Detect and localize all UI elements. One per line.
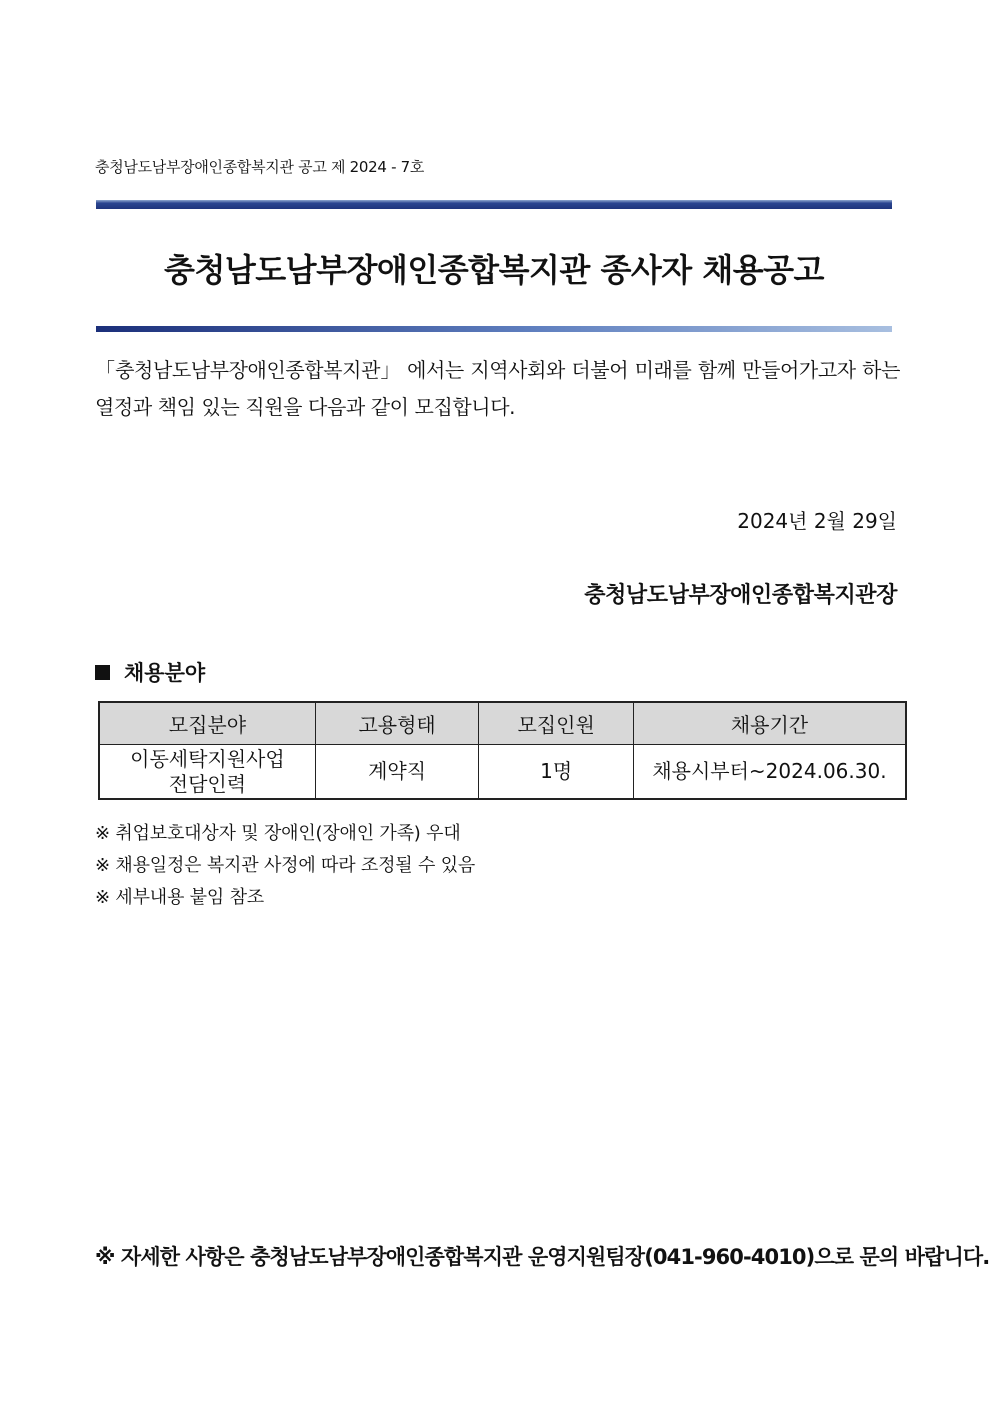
table-row bbox=[99, 745, 906, 800]
page-title: 충청남도남부장애인종합복지관 종사자 채용공고 bbox=[164, 251, 824, 289]
table-header-row bbox=[99, 702, 906, 745]
field-line-1: 이동세탁지원사업 bbox=[130, 746, 285, 771]
signer: 충청남도남부장애인종합복지관장 bbox=[584, 583, 897, 608]
notes-list bbox=[95, 818, 475, 914]
notice-number: 충청남도남부장애인종합복지관 공고 제 2024 - 7호 bbox=[95, 158, 425, 176]
note-item: ※ 채용일정은 복지관 사정에 따라 조정될 수 있음 bbox=[95, 855, 476, 876]
square-bullet-icon bbox=[95, 665, 110, 680]
note-item: ※ 취업보호대상자 및 장애인(장애인 가족) 우대 bbox=[95, 823, 461, 844]
header-employment-type: 고용형태 bbox=[315, 702, 479, 745]
title-rule-top bbox=[96, 200, 892, 209]
section-heading bbox=[95, 657, 205, 687]
contact-notice: ※ 자세한 사항은 충청남도남부장애인종합복지관 운영지원팀장(041-960-4010)으로 문의 바랍니다. bbox=[95, 1245, 990, 1269]
field-line-2: 전담인력 bbox=[168, 771, 247, 796]
announcement-date: 2024년 2월 29일 bbox=[737, 509, 897, 533]
cell-period: 채용시부터~2024.06.30. bbox=[633, 745, 906, 800]
intro-paragraph: 「충청남도남부장애인종합복지관」 에서는 지역사회와 더불어 미래를 함께 만들어가고자 하는 열정과 책임 있는 직원을 다음과 같이 모집합니다. bbox=[95, 358, 900, 419]
header-field: 모집분야 bbox=[99, 702, 315, 745]
header-headcount: 모집인원 bbox=[479, 702, 634, 745]
recruitment-table bbox=[98, 701, 907, 800]
cell-field bbox=[99, 745, 315, 800]
cell-employment-type: 계약직 bbox=[315, 745, 479, 800]
note-item: ※ 세부내용 붙임 참조 bbox=[95, 887, 264, 908]
cell-headcount: 1명 bbox=[479, 745, 634, 800]
section-title: 채용분야 bbox=[124, 661, 206, 685]
title-rule-bottom bbox=[96, 326, 892, 332]
header-period: 채용기간 bbox=[633, 702, 906, 745]
